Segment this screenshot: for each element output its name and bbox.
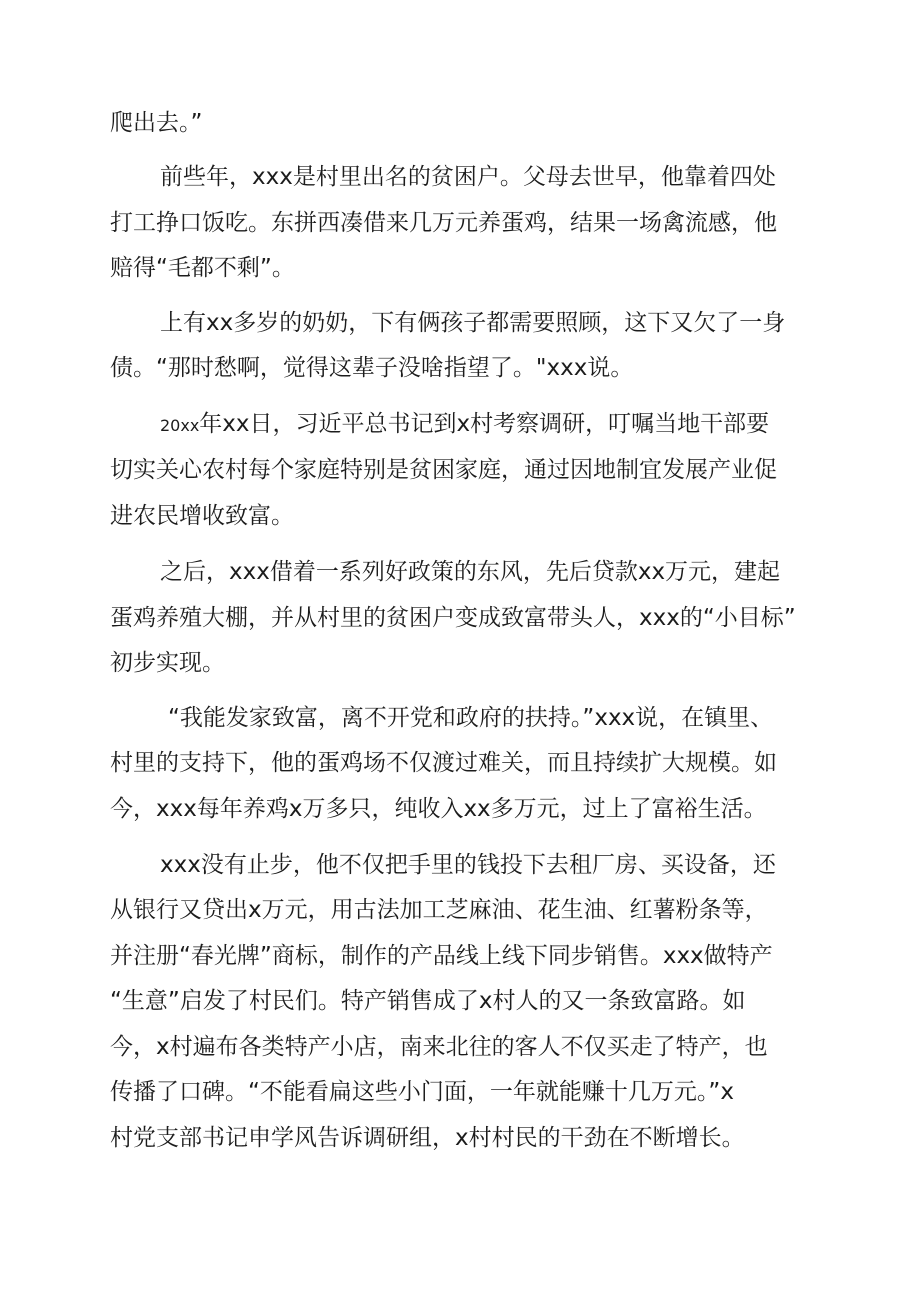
text-line: 从银行又贷出x万元，用古法加工芝麻油、花生油、红薯粉条等， bbox=[110, 897, 768, 923]
text-line: 前些年，xxx是村里出名的贫困户。父母去世早，他靠着四处 bbox=[160, 164, 776, 190]
text-line: 债。“那时愁啊，觉得这辈子没啥指望了。"xxx说。 bbox=[110, 355, 634, 381]
text-line: 今，xxx每年养鸡x万多只，纯收入xx多万元，过上了富裕生活。 bbox=[110, 796, 767, 822]
text-line: 之后，xxx借着一系列好政策的东风，先后贷款xx万元，建起 bbox=[160, 559, 781, 585]
text-line: 初步实现。 bbox=[110, 650, 225, 676]
text-line: 切实关心农村每个家庭特别是贫困家庭，通过因地制宜发展产业促 bbox=[110, 457, 777, 483]
text-line: 赔得“毛都不剩”。 bbox=[110, 255, 295, 281]
text-line: 蛋鸡养殖大棚，并从村里的贫困户变成致富带头人，xxx的“小目标” bbox=[110, 605, 796, 631]
text-line: “我能发家致富，离不开党和政府的扶持。”xxx说，在镇里、 bbox=[168, 705, 774, 731]
text-line: “生意”启发了村民们。特产销售成了x村人的又一条致富路。如 bbox=[110, 988, 746, 1014]
text-span: 年xx日，习近平总书记到x村考察调研，叮嘱当地干部要 bbox=[199, 411, 770, 437]
year-text: 20xx bbox=[160, 416, 200, 435]
text-line: 打工挣口饭吃。东拼西凑借来几万元养蛋鸡，结果一场禽流感，他 bbox=[110, 210, 777, 236]
text-line: 爬出去。” bbox=[110, 110, 203, 136]
text-line: 传播了口碑。“不能看扁这些小门面，一年就能赚十几万元。”x bbox=[110, 1079, 734, 1105]
text-line: 上有xx多岁的奶奶，下有俩孩子都需要照顾，这下又欠了一身 bbox=[160, 310, 786, 336]
text-line: 村里的支持下，他的蛋鸡场不仅渡过难关，而且持续扩大规模。如 bbox=[110, 750, 777, 776]
text-line: 并注册“春光牌”商标，制作的产品线上线下同步销售。xxx做特产 bbox=[110, 943, 773, 969]
text-line: 今，x村遍布各类特产小店，南来北往的客人不仅买走了特产，也 bbox=[110, 1034, 768, 1060]
text-line: xxx没有止步，他不仅把手里的钱投下去租厂房、买设备，还 bbox=[160, 852, 776, 878]
text-line: 村党支部书记申学风告诉调研组，x村村民的干劲在不断增长。 bbox=[110, 1125, 745, 1151]
text-line bbox=[160, 409, 769, 441]
text-line: 进农民增收致富。 bbox=[110, 503, 294, 529]
